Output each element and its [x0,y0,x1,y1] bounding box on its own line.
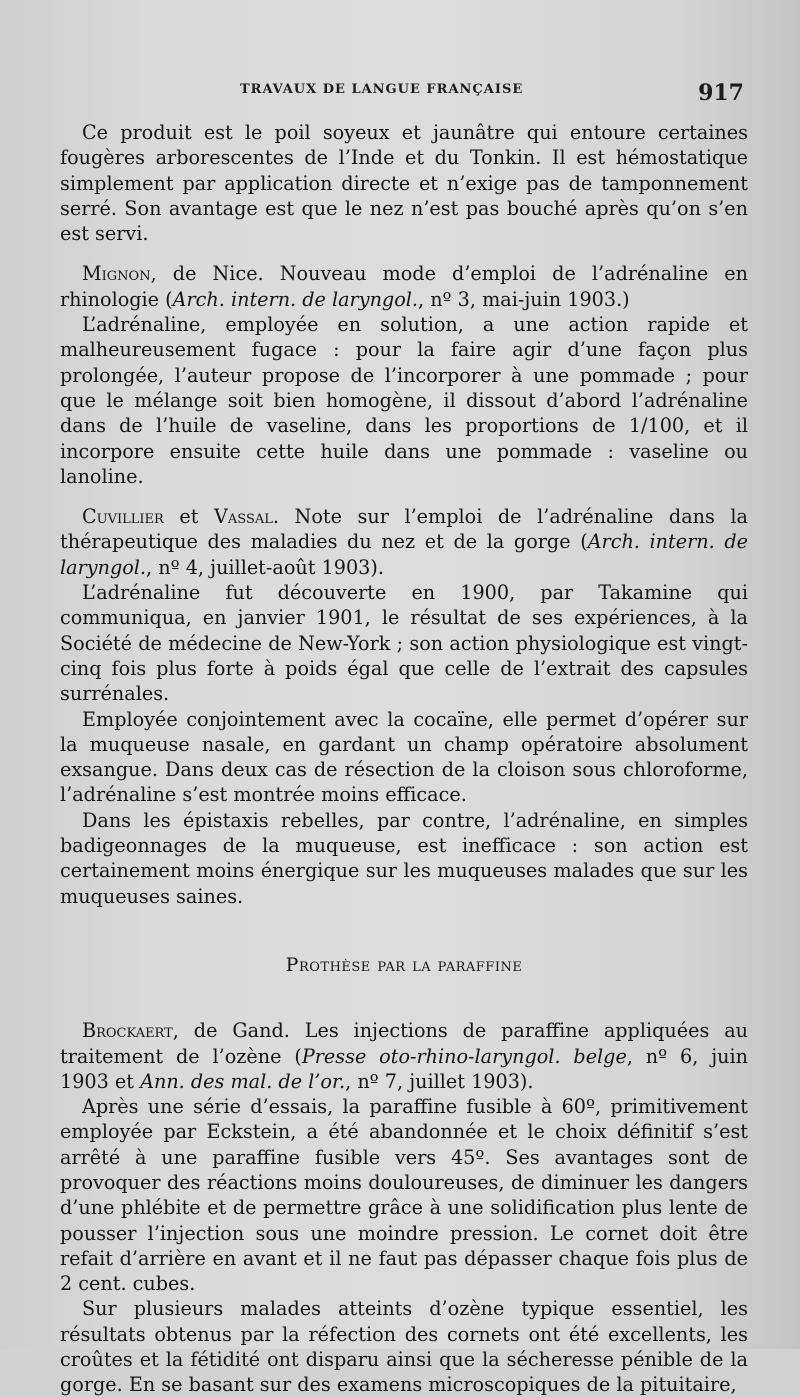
reference-cuvillier-vassal [60,504,748,580]
page-number: 917 [698,80,744,106]
reference-brockaert [60,1018,748,1094]
author-name: Vassal [214,505,273,529]
reference-text: . Note sur l’emploi de l’adrénaline dans la thérapeutique des maladies du nez et de la gorge ( [60,505,748,554]
reference-text: , nº 3, mai-juin 1903.) [418,287,630,311]
journal-title: Arch. intern. de laryngol. [60,530,748,579]
journal-title: Presse oto-rhino-laryngol. belge [301,1044,627,1068]
reference-text: , de Gand. Les injections de paraffine appliquées au traitement de l’ozène ( [60,1019,748,1068]
reference-text: , nº 4, juillet-août 1903). [146,555,384,579]
paragraph-mignon-summary: L’adrénaline, employée en solution, a une action rapide et malheureusement fugace : pour la faire agir d’une façon plus prolongée, l’auteur propose de l’incorporer à une pommade ; pour que le mélange soit bien homogène, il dissout d’abord l’adrénaline dans de l’huile de vaseline, dans les proportions de 1/100, et il incorpore ensuite cette huile dans une pommade : vaseline ou lanoline. [60,313,748,488]
paragraph-adrenaline-discovery: L’adrénaline fut découverte en 1900, par Takamine qui communiqua, en janvier 1901, le résultat de ses expériences, à la Société de médecine de New-York ; son action physiologique est vingt-cinq fois plus forte à poids égal que celle de l’extrait des capsules surrénales. [60,581,748,706]
paragraph-paraffin-method: Après une série d’essais, la paraffine fusible à 60º, primitivement employée par Eckstein, a été abandonnée et le choix définitif s’est arrêté à une paraffine fusible vers 45º. Ses avantages sont de provoquer des réactions moins douloureuses, de diminuer les dangers d’une phlébite et de permettre grâce à une solidification plus lente de pousser l’injection sous une moindre pression. Le cornet doit être refait d’arrière en avant et il ne faut pas dépasser chaque fois plus de 2 cent. cubes. [60,1095,748,1296]
paragraph-paraffin-results: Sur plusieurs malades atteints d’ozène typique essentiel, les résultats obtenus par la réfection des cornets ont été excellents, les croûtes et la fétidité ont disparu ainsi que la sécheresse pénible de la gorge. En se basant sur des examens microscopiques de la pituitaire, [60,1297,748,1397]
journal-title: Ann. des mal. de l’or. [140,1069,346,1093]
reference-text: et [163,505,215,529]
reference-text: , nº 6, juin 1903 et [60,1044,748,1093]
reference-text: , nº 7, juillet 1903). [345,1069,534,1093]
author-name: Brockaert [82,1019,173,1043]
paragraph-adrenaline-cocaine: Employée conjointement avec la cocaïne, elle permet d’opérer sur la muqueuse nasale, en gardant un champ opératoire absolument exsangue. Dans deux cas de résection de la cloison sous chloroforme, l’adrénaline s’est montrée moins efficace. [60,707,748,807]
paragraph-adrenaline-epistaxis: Dans les épistaxis rebelles, par contre, l’adrénaline, en simples badigeonnages de la muqueuse, est inefficace : son action est certainement moins énergique sur les muqueuses malades que sur les muqueuses saines. [60,808,748,908]
author-name: Mignon [82,262,151,286]
paragraph-hemostatic-product: Ce produit est le poil soyeux et jaunâtre qui entoure certaines fougères arborescentes de l’Inde et du Tonkin. Il est hémostatique simplement par application directe et n’exige pas de tamponnement serré. Son avantage est que le nez n’est pas bouché après qu’on s’en est servi. [60,121,748,246]
reference-text: , de Nice. Nouveau mode d’emploi de l’adrénaline en rhinologie ( [60,262,748,311]
journal-title: Arch. intern. de laryngol. [172,287,418,311]
page-header [0,72,800,112]
author-name: Cuvillier [82,505,164,529]
running-title: TRAVAUX DE LANGUE FRANÇAISE [240,82,524,97]
page-body [60,120,748,1398]
section-heading: Prothèse par la paraffine [285,953,523,976]
reference-mignon [60,261,748,312]
